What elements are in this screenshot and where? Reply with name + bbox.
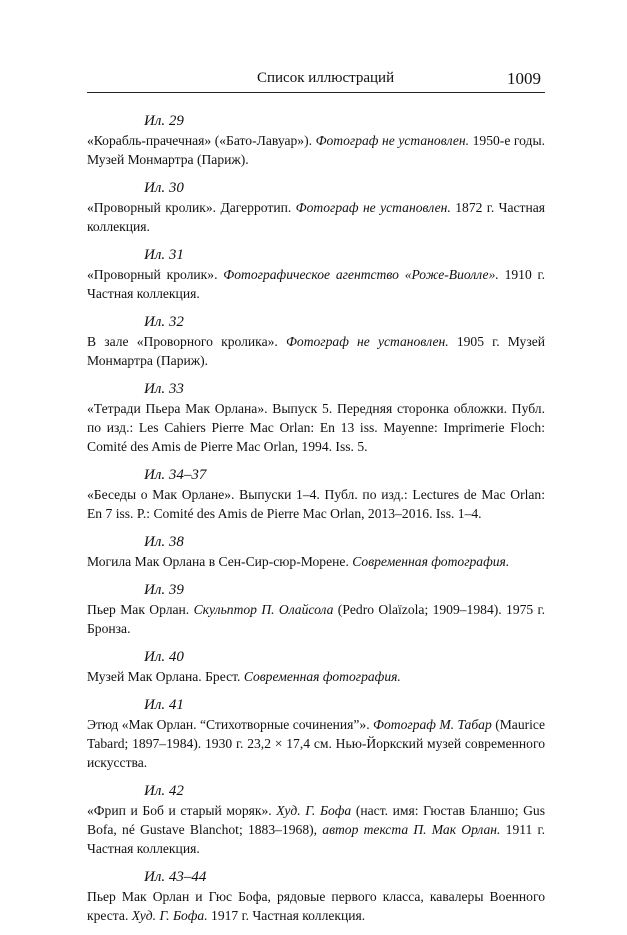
- illustration-description: [87, 552, 545, 571]
- text-run: 1872 г. Частная коллекция.: [87, 200, 546, 234]
- text-run: Могила Мак Орлана в Сен-Сир-сюр-Морене.: [87, 554, 353, 569]
- illustration-description: [87, 667, 545, 686]
- text-run: 1917 г. Частная коллекция.: [207, 908, 366, 923]
- text-run: Пьер Мак Орлан и Гюс Бофа, рядовые первого класса, кавалеры Военного креста.: [87, 889, 545, 923]
- illustration-entry: [87, 533, 545, 571]
- text-run: 1950-е годы. Музей Монмартра (Париж).: [87, 133, 545, 167]
- illustration-description: [87, 399, 545, 456]
- illustration-description: [87, 887, 545, 925]
- text-run: 1911 г. Частная коллекция.: [87, 822, 545, 856]
- italic-text: Фотограф не установлен.: [295, 200, 451, 215]
- italic-text: Скульптор П. Олайсола: [193, 602, 334, 617]
- illustration-entry: [87, 648, 545, 686]
- illustration-entry: [87, 868, 545, 925]
- text-run: «Корабль-прачечная» («Бато-Лавуар»).: [87, 133, 316, 148]
- text-run: (Maurice Tabard; 1897–1984). 1930 г. 23,2 × 17,4 см. Нью-Йоркский музей современного искусства.: [87, 717, 546, 770]
- illustration-label: Ил. 33: [144, 381, 184, 397]
- illustration-label: Ил. 43–44: [144, 869, 207, 885]
- illustration-label: Ил. 40: [144, 649, 184, 665]
- illustration-label: Ил. 38: [144, 534, 184, 550]
- text-run: 1905 г. Музей Монмартра (Париж).: [87, 334, 545, 368]
- italic-text: Фотограф не установлен.: [315, 133, 470, 148]
- text-run: 1910 г. Частная коллекция.: [87, 267, 545, 301]
- illustration-list: [87, 112, 545, 935]
- header-title: Список иллюстраций: [257, 70, 395, 86]
- page-number: 1009: [507, 69, 541, 88]
- illustration-label: Ил. 29: [144, 113, 184, 129]
- text-run: «Проворный кролик». Дагерротип.: [87, 200, 296, 215]
- illustration-label: Ил. 39: [144, 582, 184, 598]
- italic-text: автор текста П. Мак Орлан.: [322, 822, 501, 837]
- illustration-entry: [87, 313, 545, 370]
- text-run: Этюд «Мак Орлан. “Стихотворные сочинения”».: [87, 717, 374, 732]
- text-run: В зале «Проворного кролика».: [87, 334, 286, 349]
- illustration-description: [87, 265, 545, 303]
- illustration-entry: [87, 179, 545, 236]
- illustration-label: Ил. 34–37: [144, 467, 207, 483]
- illustration-description: [87, 801, 545, 858]
- italic-text: Фотограф М. Табар: [373, 717, 492, 732]
- text-run: Музей Мак Орлана. Брест.: [87, 669, 244, 684]
- illustration-entry: [87, 696, 545, 772]
- italic-text: Худ. Г. Бофа.: [131, 908, 208, 923]
- illustration-label: Ил. 32: [144, 314, 184, 330]
- running-header: [87, 70, 545, 93]
- illustration-entry: [87, 380, 545, 456]
- illustration-description: [87, 332, 545, 370]
- text-run: «Проворный кролик».: [87, 267, 224, 282]
- illustration-entry: [87, 112, 545, 169]
- text-run: «Фрип и Боб и старый моряк».: [87, 803, 277, 818]
- text-run: (Pedro Olaïzola; 1909–1984). 1975 г. Бронза.: [87, 602, 545, 636]
- text-run: «Тетради Пьера Мак Орлана». Выпуск 5. Передняя сторонка обложки. Публ. по изд.: Les Cahiers Pierre Mac Orlan: En 13 iss. Mayenne: Imprimerie Floch: Comité des Amis de Pierre Mac Orlan, 1994. Iss. 5.: [87, 401, 545, 454]
- illustration-entry: [87, 581, 545, 638]
- illustration-entry: [87, 782, 545, 858]
- italic-text: Фотографическое агентство «Роже-Виолле».: [223, 267, 499, 282]
- illustration-description: [87, 600, 545, 638]
- illustration-description: [87, 715, 545, 772]
- illustration-label: Ил. 41: [144, 697, 184, 713]
- illustration-label: Ил. 31: [144, 247, 184, 263]
- illustration-description: [87, 485, 545, 523]
- italic-text: Худ. Г. Бофа: [276, 803, 352, 818]
- illustration-entry: [87, 246, 545, 303]
- illustration-entry: [87, 466, 545, 523]
- text-run: (наст. имя: Гюстав Бланшо; Gus Bofa, né Gustave Blanchot; 1883–1968),: [87, 803, 545, 837]
- illustration-label: Ил. 42: [144, 783, 184, 799]
- italic-text: Современная фотография.: [243, 669, 401, 684]
- italic-text: Современная фотография.: [352, 554, 510, 569]
- illustration-description: [87, 131, 545, 169]
- illustration-label: Ил. 30: [144, 180, 184, 196]
- text-run: «Беседы о Мак Орлане». Выпуски 1–4. Публ. по изд.: Lectures de Mac Orlan: En 7 iss. P.: Comité des Amis de Pierre Mac Orlan, 2013–2016. Iss. 1–4.: [87, 487, 545, 521]
- text-run: Пьер Мак Орлан.: [87, 602, 194, 617]
- illustration-description: [87, 198, 545, 236]
- italic-text: Фотограф не установлен.: [285, 334, 449, 349]
